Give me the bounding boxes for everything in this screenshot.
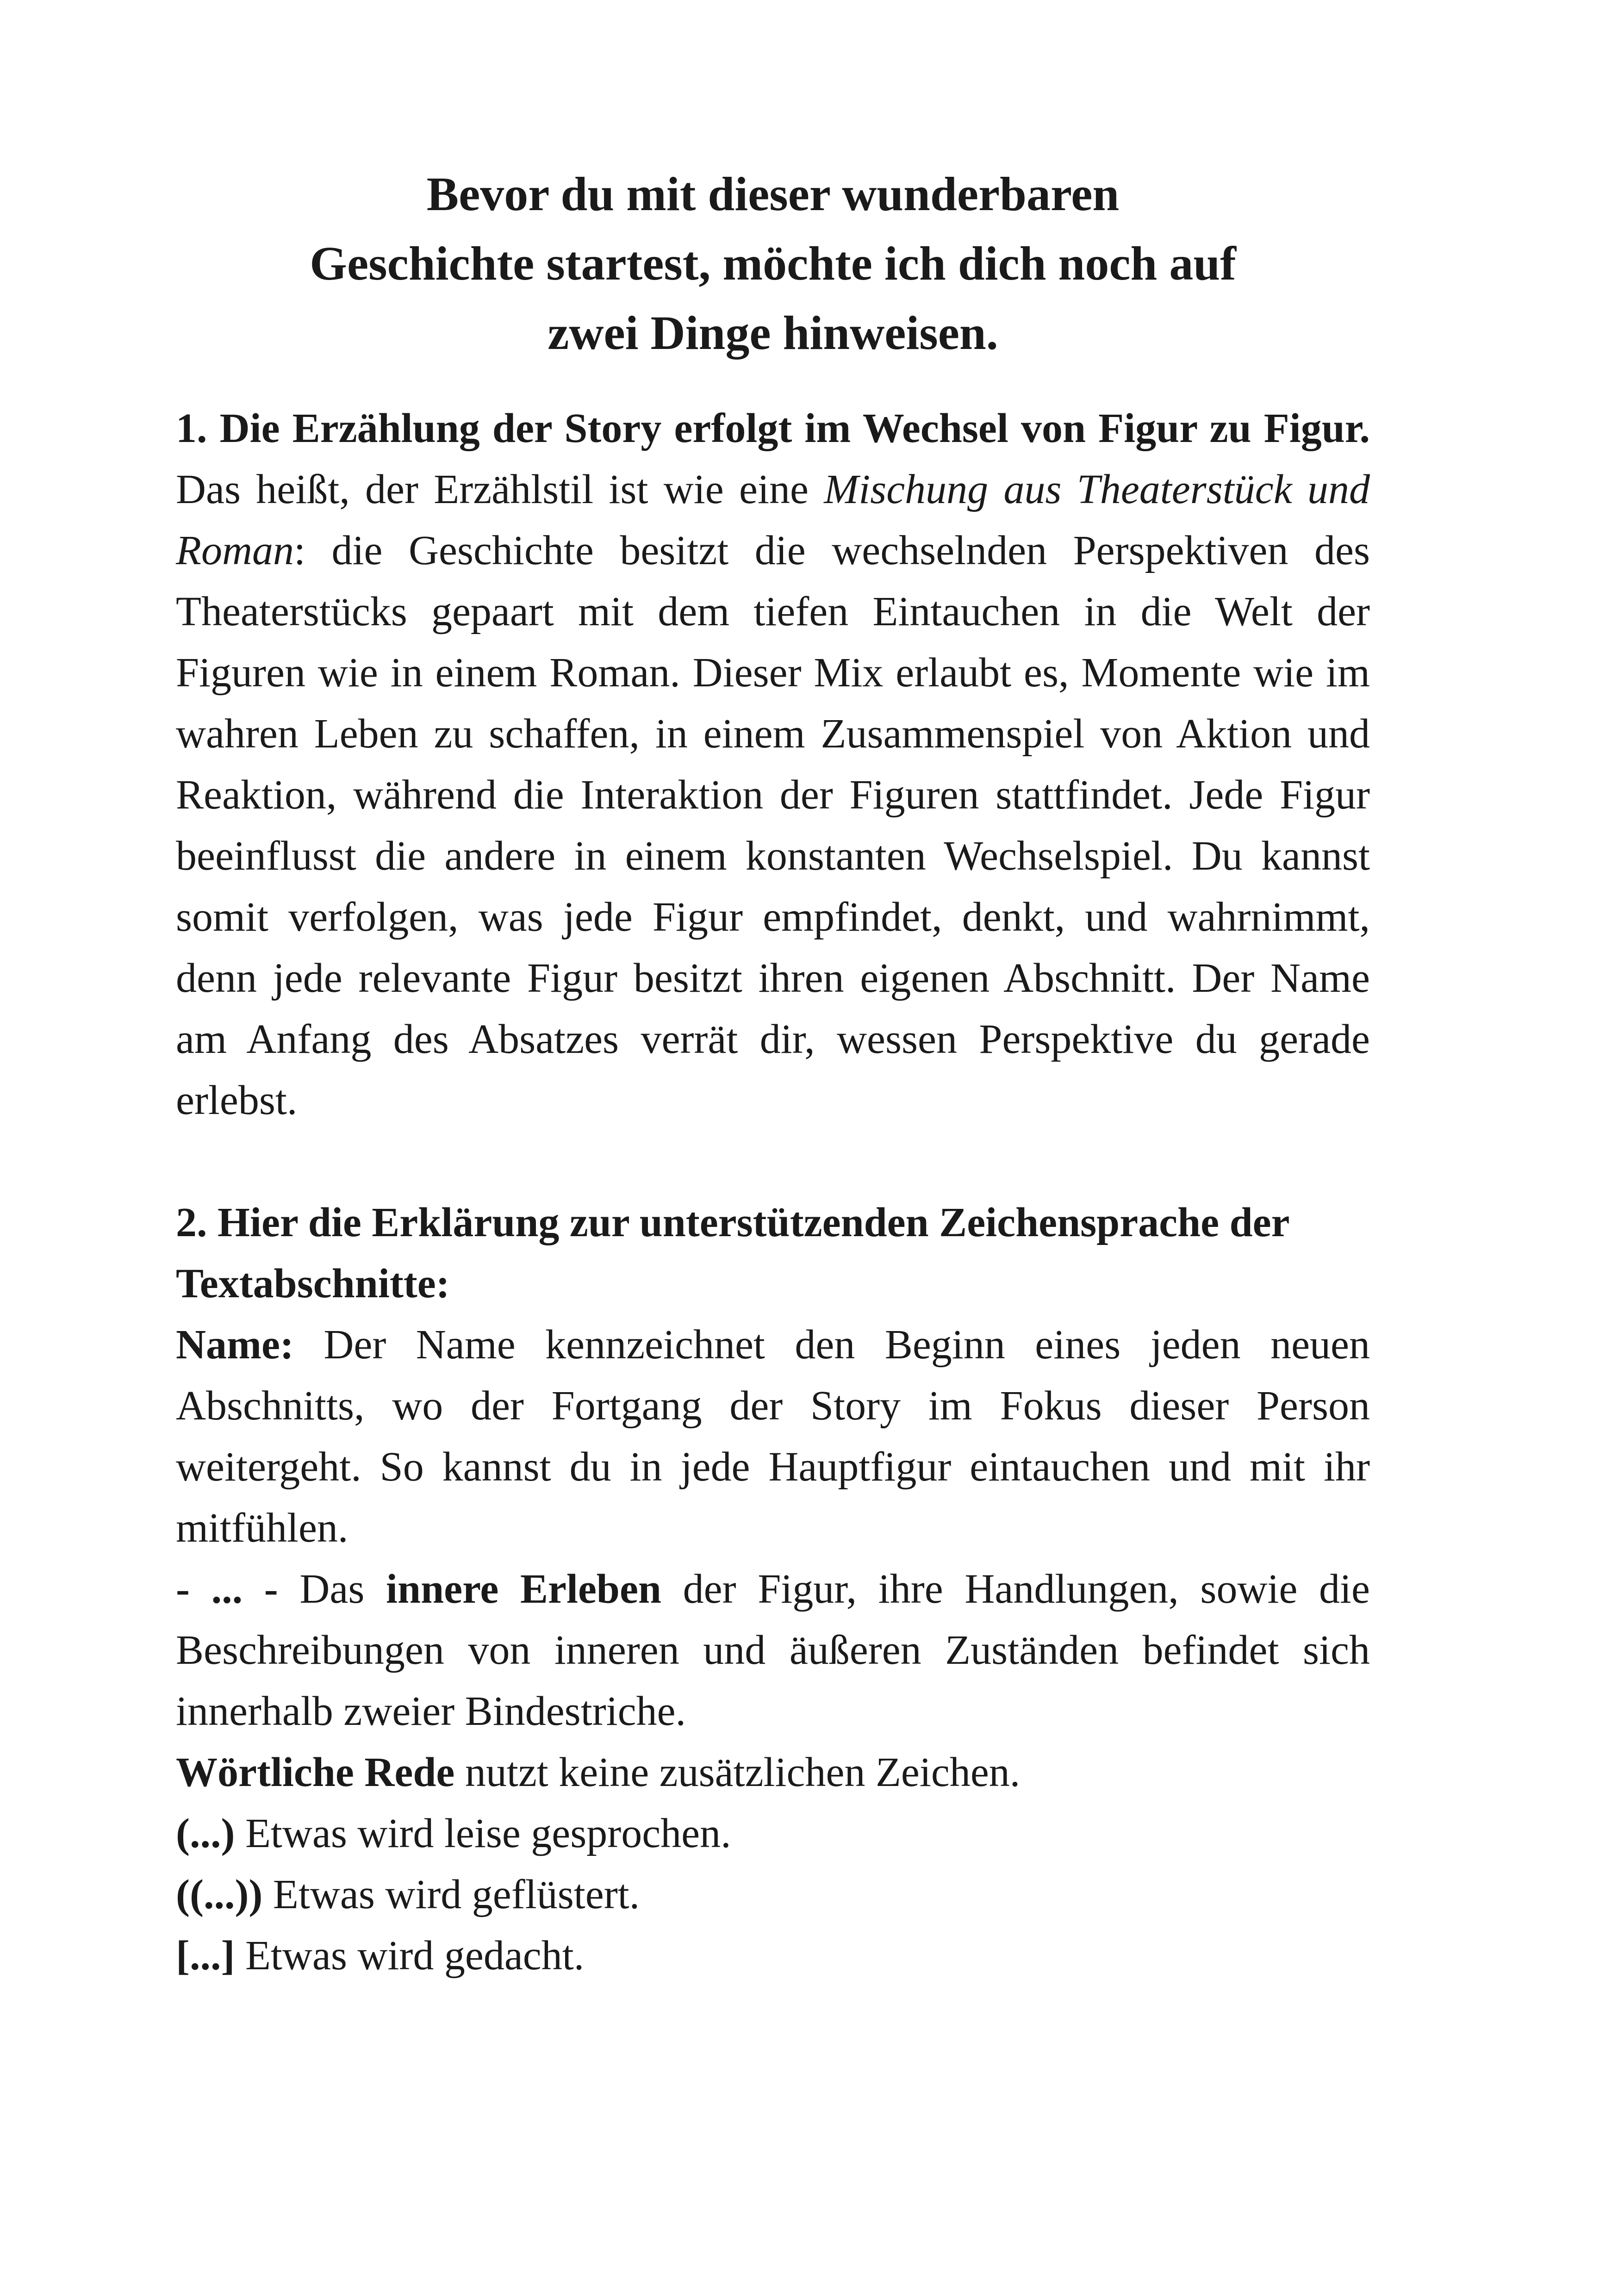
- section-2: [176, 1192, 1370, 1986]
- thought-text: Etwas wird gedacht.: [235, 1933, 585, 1979]
- page-title-line-2: Geschichte startest, möchte ich dich noch auf: [310, 237, 1236, 290]
- thought-explanation: [176, 1925, 1370, 1986]
- dash-explanation: [176, 1559, 1370, 1742]
- page-title: [176, 160, 1370, 368]
- section-1-heading: 1. Die Erzählung der Story erfolgt im Wechsel von Figur zu Figur.: [176, 405, 1370, 451]
- dash-bold: innere Erleben: [386, 1566, 661, 1612]
- quiet-explanation: [176, 1803, 1370, 1864]
- thought-marker: [...]: [176, 1933, 235, 1979]
- name-label: Name:: [176, 1322, 294, 1368]
- whisper-explanation: [176, 1864, 1370, 1925]
- dash-text-1: Das: [278, 1566, 386, 1612]
- quiet-marker: (...): [176, 1811, 235, 1856]
- whisper-text: Etwas wird geflüstert.: [262, 1872, 640, 1917]
- section-1-emphasis: Mischung aus Theaterstück und Roman: [176, 467, 1370, 573]
- name-text: Der Name kennzeichnet den Beginn eines jeden neuen Abschnitts, wo der Fortgang der Story im Fokus dieser Person weitergeht. So kannst du in jede Hauptfigur eintauchen und mit ihr mitfühlen.: [176, 1322, 1370, 1551]
- dash-text-2: der Figur, ihre Handlungen, sowie die Beschreibungen von inneren und äußeren Zuständen befindet sich innerhalb zweier Bindestriche.: [176, 1566, 1370, 1734]
- page-title-line-3: zwei Dinge hinweisen.: [548, 306, 998, 360]
- speech-explanation: [176, 1742, 1370, 1803]
- section-1-text-a: Das heißt, der Erzählstil ist wie eine: [176, 467, 824, 512]
- speech-text: nutzt keine zusätzlichen Zeichen.: [454, 1749, 1021, 1795]
- body-text: [176, 398, 1370, 1986]
- speech-label: Wörtliche Rede: [176, 1749, 455, 1795]
- whisper-marker: ((...)): [176, 1872, 263, 1917]
- quiet-text: Etwas wird leise gesprochen.: [235, 1811, 731, 1856]
- section-1-text-b: : die Geschichte besitzt die wechselnden Perspektiven des Theaterstücks gepaart mit dem tiefen Eintauchen in die Welt der Figuren wie in einem Roman. Dieser Mix erlaubt es, Momente wie im wahren Leben zu schaffen, in einem Zusammenspiel von Aktion und Reaktion, während die Interaktion der Figuren stattfindet. Jede Figur beeinflusst die andere in einem konstanten Wechselspiel. Du kannst somit verfolgen, was jede Figur empfindet, denkt, und wahrnimmt, denn jede relevante Figur besitzt ihren eigenen Abschnitt. Der Name am Anfang des Absatzes verrät dir, wessen Perspektive du gerade erlebst.: [176, 528, 1370, 1123]
- name-explanation: [176, 1314, 1370, 1559]
- page-title-line-1: Bevor du mit dieser wunderbaren: [426, 168, 1120, 221]
- section-2-heading: [176, 1192, 1370, 1314]
- section-1-paragraph: [176, 398, 1370, 1131]
- section-2-heading-text: 2. Hier die Erklärung zur unterstützenden Zeichensprache der Textabschnitte:: [176, 1200, 1289, 1307]
- dash-marker: - ... -: [176, 1566, 278, 1612]
